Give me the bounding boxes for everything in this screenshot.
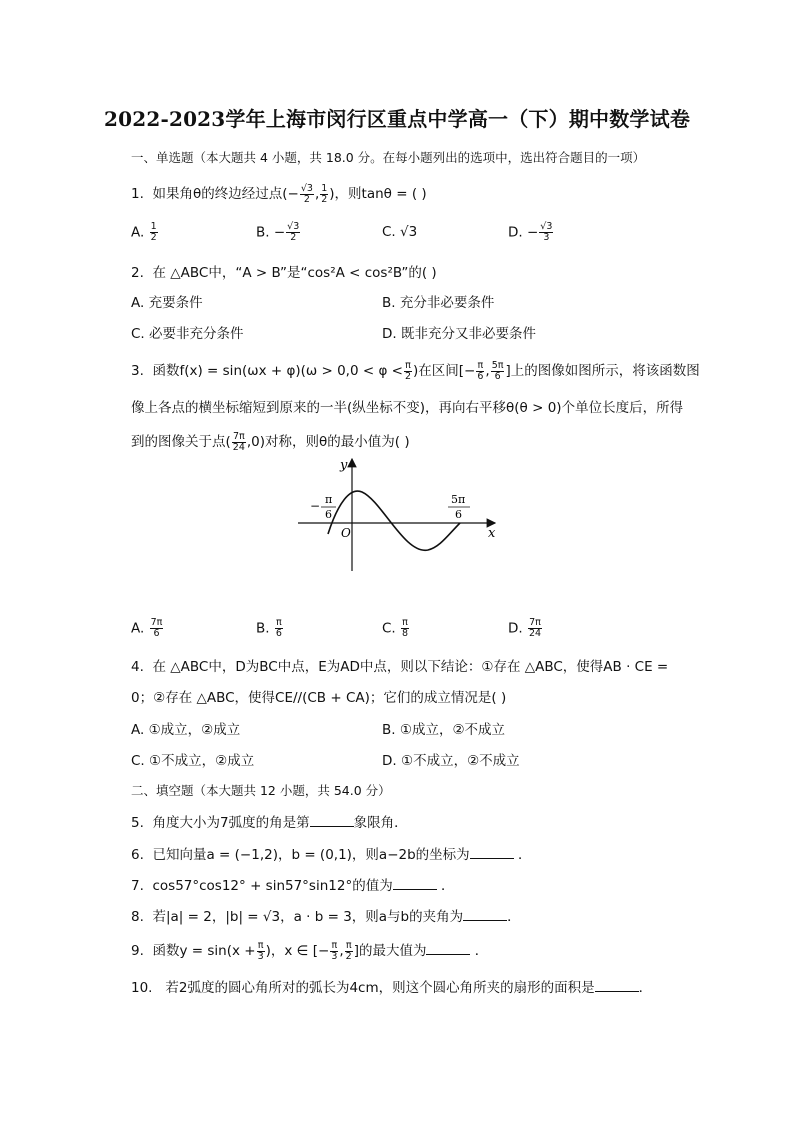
origin-label: O (341, 526, 351, 540)
question-3-line-2: 像上各点的横坐标缩短到原来的一半(纵坐标不变)，再向右平移θ(θ > 0)个单位长度后，所得 (131, 400, 684, 416)
right-tick-den: 6 (455, 508, 462, 521)
section-1-heading: 一、单选题（本大题共 4 小题，共 18.0 分。在每小题列出的选项中，选出符合题目的一项） (131, 150, 646, 165)
question-number: 1. (131, 186, 144, 202)
sine-curve (328, 491, 460, 550)
left-tick-den: 6 (325, 508, 332, 521)
q3-option-d[interactable]: D. $\frac{7\pi}{24}$ (508, 617, 542, 639)
section-2-heading: 二、填空题（本大题共 12 小题，共 54.0 分） (131, 783, 391, 798)
q1-option-a[interactable]: A. $\frac{1}{2}$ (131, 221, 157, 243)
question-10: 10. 若2弧度的圆心角所对的弧长为4cm，则这个圆心角所夹的扇形的面积是 ． (131, 980, 653, 996)
q4-option-c[interactable]: C. ①不成立，②成立 (131, 753, 255, 769)
q1-option-d[interactable]: D. − $\frac{√3}{3}$ (508, 221, 553, 243)
answer-blank[interactable] (393, 878, 437, 890)
q2-option-a[interactable]: A. 充要条件 (131, 295, 203, 311)
q1-option-c[interactable]: C. √3 (382, 224, 418, 240)
q2-option-d[interactable]: D. 既非充分又非必要条件 (382, 326, 536, 342)
fraction: $\frac{√3}{2}$ (300, 182, 313, 205)
q3-option-a[interactable]: A. $\frac{7\pi}{6}$ (131, 617, 163, 639)
y-axis-label: y (340, 458, 348, 473)
question-4-line-1: 4. 在 △ABC中，D为BC中点，E为AD中点，则以下结论：①存在 △ABC，使得AB · CE = (131, 659, 669, 675)
left-tick-sign: − (310, 499, 321, 513)
question-5: 5. 角度大小为7弧度的角是第 象限角． (131, 815, 408, 831)
exam-title: 2022-2023学年上海市闵行区重点中学高一（下）期中数学试卷 (103, 107, 691, 131)
question-2: 2. 在 △ABC中，“A > B”是“cos²A < cos²B”的( ) (131, 265, 437, 281)
q1-option-b[interactable]: B. − $\frac{√3}{2}$ (256, 221, 300, 243)
question-9: 9. 函数y = sin(x + $\frac{\pi}{3}$ )，x ∈ [− $\frac{\pi}{3}$ , $\frac{\pi}{2}$ ]的最大值为 ． (131, 939, 489, 962)
question-3-line-1: 3. 函数f(x) = sin(ωx + φ)(ω > 0,0 < φ < $\frac{\pi}{2}$ )在区间[− $\frac{\pi}{6}$ , $\frac{5\pi}{6}$ ]上的图像如图所示，将该函数图 (131, 359, 700, 382)
question-8: 8. 若|a| = 2，|b| = √3，a · b = 3，则a与b的夹角为 ． (131, 909, 521, 925)
x-axis-label: x (488, 526, 496, 541)
q4-option-b[interactable]: B. ①成立，②不成立 (382, 722, 506, 738)
question-6: 6. 已知向量a = (−1,2)，b = (0,1)，则a−2b的坐标为 ． (131, 847, 532, 863)
answer-blank[interactable] (595, 980, 639, 992)
q4-option-a[interactable]: A. ①成立，②成立 (131, 722, 241, 738)
q3-option-c[interactable]: C. $\frac{\pi}{8}$ (382, 617, 409, 639)
answer-blank[interactable] (426, 943, 470, 955)
fraction: $\frac{1}{2}$ (321, 182, 328, 205)
question-4-line-2: 0；②存在 △ABC，使得CE//(CB + CA)；它们的成立情况是( ) (131, 690, 507, 706)
answer-blank[interactable] (310, 815, 354, 827)
q4-option-d[interactable]: D. ①不成立，②不成立 (382, 753, 520, 769)
right-tick-num: 5π (451, 493, 466, 506)
left-tick-num: π (325, 493, 333, 506)
q2-option-b[interactable]: B. 充分非必要条件 (382, 295, 495, 311)
answer-blank[interactable] (463, 909, 507, 921)
question-1: 1. 如果角θ的终边经过点(− $\frac{√3}{2}$ , $\frac{1}{2}$ )，则tanθ = ( ) (131, 182, 427, 205)
question-3-line-3: 到的图像关于点( $\frac{7\pi}{24}$ ,0)对称，则θ的最小值为( ) (131, 430, 410, 453)
q3-option-b[interactable]: B. $\frac{\pi}{6}$ (256, 617, 282, 639)
answer-blank[interactable] (470, 847, 514, 859)
question-7: 7. cos57°cos12° + sin57°sin12°的值为 ． (131, 878, 455, 894)
q2-option-c[interactable]: C. 必要非充分条件 (131, 326, 244, 342)
sine-graph-figure (290, 455, 510, 575)
